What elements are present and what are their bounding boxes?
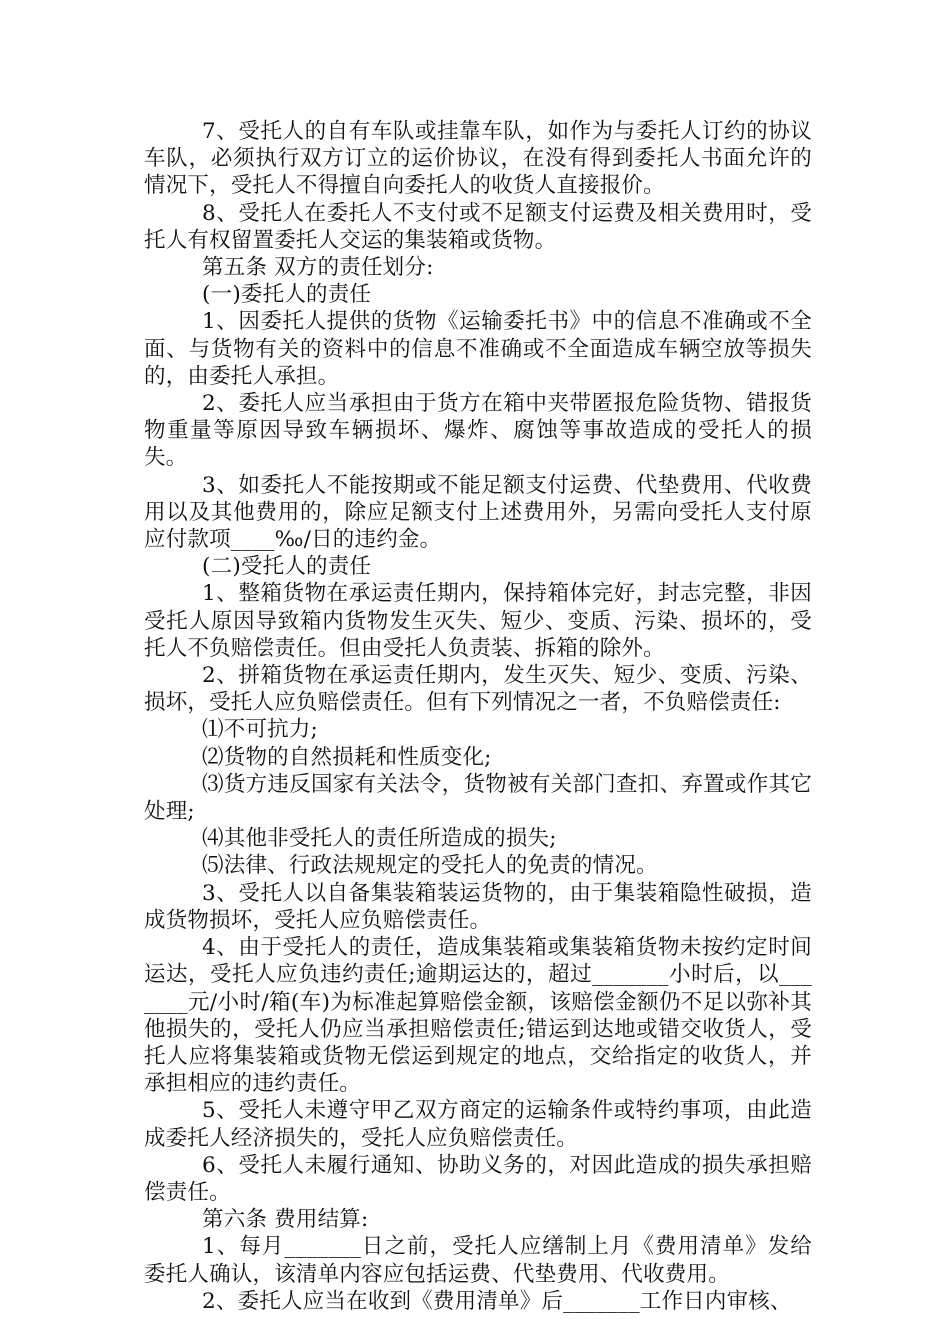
subsection-heading: (一)委托人的责任 (202, 282, 372, 308)
paragraph: 6、受托人未履行通知、协助义务的，对因此造成的损失承担赔偿责任。 (144, 1152, 812, 1205)
paragraph: 5、受托人未遵守甲乙双方商定的运输条件或特约事项，由此造成委托人经济损失的，受托人应负赔偿责任。 (144, 1098, 812, 1151)
paragraph: 3、受托人以自备集装箱装运货物的，由于集装箱隐性破损，造成货物损坏，受托人应负赔偿责任。 (144, 880, 812, 933)
paragraph: 8、受托人在委托人不支付或不足额支付运费及相关费用时，受托人有权留置委托人交运的集装箱或货物。 (144, 200, 812, 253)
section-heading: 第六条 费用结算: (202, 1207, 369, 1233)
list-item: ⑸法律、行政法规规定的受托人的免责的情况。 (202, 853, 658, 879)
list-item: ⑴不可抗力; (202, 717, 318, 743)
list-item: ⑷其他非受托人的责任所造成的损失; (202, 826, 557, 852)
paragraph: 1、整箱货物在承运责任期内，保持箱体完好，封志完整，非因受托人原因导致箱内货物发生灭失、短少、变质、污染、损坏的，受托人不负赔偿责任。但由受托人负责装、拆箱的除外。 (144, 581, 812, 661)
paragraph: 2、委托人应当在收到《费用清单》后_______工作日内审核、 (202, 1288, 792, 1314)
list-item: ⑶货方违反国家有关法令，货物被有关部门查扣、弃置或作其它处理; (144, 771, 812, 825)
paragraph: 1、每月_______日之前，受托人应缮制上月《费用清单》发给委托人确认，该清单内容应包括运费、代垫费用、代收费用。 (144, 1234, 812, 1287)
paragraph: 7、受托人的自有车队或挂靠车队，如作为与委托人订约的协议车队，必须执行双方订立的运价协议，在没有得到委托人书面允许的情况下，受托人不得擅自向委托人的收货人直接报价。 (144, 119, 812, 199)
list-item: ⑵货物的自然损耗和性质变化; (202, 744, 492, 770)
section-heading: 第五条 双方的责任划分: (202, 255, 434, 281)
paragraph: 3、如委托人不能按期或不能足额支付运费、代垫费用、代收费用以及其他费用的，除应足额支付上述费用外，另需向受托人支付原应付款项____‰/日的违约金。 (144, 472, 812, 553)
paragraph: 4、由于受托人的责任，造成集装箱或集装箱货物未按约定时间运达，受托人应负违约责任;逾期运达的，超过_______小时后，以_______元/小时/箱(车)为标准起算赔偿金额，该赔偿金额仍不足以弥补其他损失的，受托人仍应当承担赔偿责任;错运到达地或错交收货人，受托人应将集装箱或货物无偿运到规定的地点，交给指定的收货人，并承担相应的违约责任。 (144, 935, 812, 1097)
paragraph: 1、因委托人提供的货物《运输委托书》中的信息不准确或不全面、与货物有关的资料中的信息不准确或不全面造成车辆空放等损失的，由委托人承担。 (144, 309, 812, 389)
paragraph: 2、拼箱货物在承运责任期内，发生灭失、短少、变质、污染、损坏，受托人应负赔偿责任。但有下列情况之一者，不负赔偿责任: (144, 663, 812, 716)
paragraph: 2、委托人应当承担由于货方在箱中夹带匿报危险货物、错报货物重量等原因导致车辆损坏、爆炸、腐蚀等事故造成的受托人的损失。 (144, 391, 812, 471)
subsection-heading: (二)受托人的责任 (202, 554, 372, 580)
document-page (144, 118, 812, 1315)
